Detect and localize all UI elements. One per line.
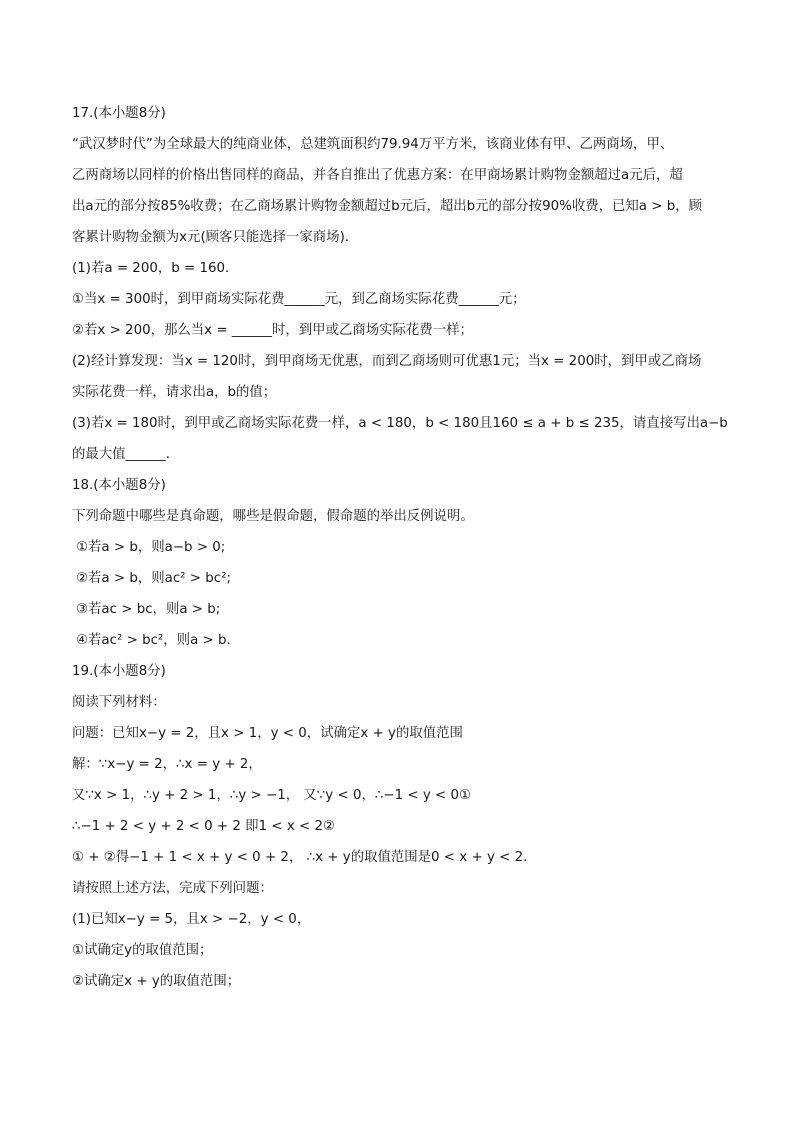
q17-text-line-4: 客累计购物金额为x元(顾客只能选择一家商场)． xyxy=(72,230,359,245)
q17-part-2-line-2: 实际花费一样，请求出a，b的值； xyxy=(72,385,277,400)
q19-part-1: (1)已知x−y = 5，且x > −2，y < 0， xyxy=(72,912,311,927)
q17-part-1-sub-1: ①当x = 300时，到甲商场实际花费______元，到乙商场实际花费______元； xyxy=(72,292,526,307)
q18-header: 18.(本小题8分) xyxy=(72,478,166,493)
q17-part-1-sub-2: ②若x > 200，那么当x = ______时，到甲或乙商场实际花费一样； xyxy=(72,323,473,338)
q19-part-1-sub-1: ①试确定y的取值范围； xyxy=(72,943,213,958)
q17-part-2-line-1: (2)经计算发现：当x = 120时，到甲商场无优惠，而到乙商场则可优惠1元；当x = 200时，到甲或乙商场 xyxy=(72,354,702,369)
q18-item-2: ②若a > b，则ac² > bc²; xyxy=(76,571,232,586)
q19-example-question: 问题：已知x−y = 2，且x > 1，y < 0，试确定x + y的取值范围 xyxy=(72,726,463,741)
q19-instruction: 请按照上述方法，完成下列问题： xyxy=(72,881,273,896)
q17-header: 17.(本小题8分) xyxy=(72,106,166,121)
q19-solution-line-3: ∴−1 + 2 < y + 2 < 0 + 2 即1 < x < 2② xyxy=(72,819,336,834)
q17-part-3-line-1: (3)若x = 180时，到甲或乙商场实际花费一样，a < 180，b < 180且160 ≤ a + b ≤ 235，请直接写出a−b xyxy=(72,416,728,431)
q18-item-3: ③若ac > bc，则a > b; xyxy=(76,602,221,617)
q17-text-line-1: “武汉梦时代”为全球最大的纯商业体，总建筑面积约79.94万平方米，该商业体有甲、乙两商场，甲、 xyxy=(72,137,674,152)
q19-part-1-sub-2: ②试确定x + y的取值范围； xyxy=(72,974,241,989)
q19-solution-line-2: 又∵x > 1，∴y + 2 > 1，∴y > −1， 又∵y < 0，∴−1 < y < 0① xyxy=(72,788,472,803)
q17-part-1: (1)若a = 200，b = 160． xyxy=(72,261,239,276)
q17-text-line-3: 出a元的部分按85%收费；在乙商场累计购物金额超过b元后，超出b元的部分按90%收费，已知a > b，顾 xyxy=(72,199,703,214)
q18-item-4: ④若ac² > bc²，则a > b． xyxy=(76,633,240,648)
q18-text: 下列命题中哪些是真命题，哪些是假命题，假命题的举出反例说明。 xyxy=(72,509,474,524)
q19-text: 阅读下列材料： xyxy=(72,695,166,710)
q19-solution-line-1: 解：∵x−y = 2，∴x = y + 2， xyxy=(72,757,262,772)
q17-part-3-line-2: 的最大值______． xyxy=(72,447,180,462)
q17-text-line-2: 乙两商场以同样的价格出售同样的商品，并各自推出了优惠方案：在甲商场累计购物金额超过a元后，超 xyxy=(72,168,683,183)
q19-header: 19.(本小题8分) xyxy=(72,664,166,679)
q19-solution-line-4: ① + ②得−1 + 1 < x + y < 0 + 2， ∴x + y的取值范围是0 < x + y < 2． xyxy=(72,850,537,865)
q18-item-1: ①若a > b，则a−b > 0; xyxy=(76,540,226,555)
